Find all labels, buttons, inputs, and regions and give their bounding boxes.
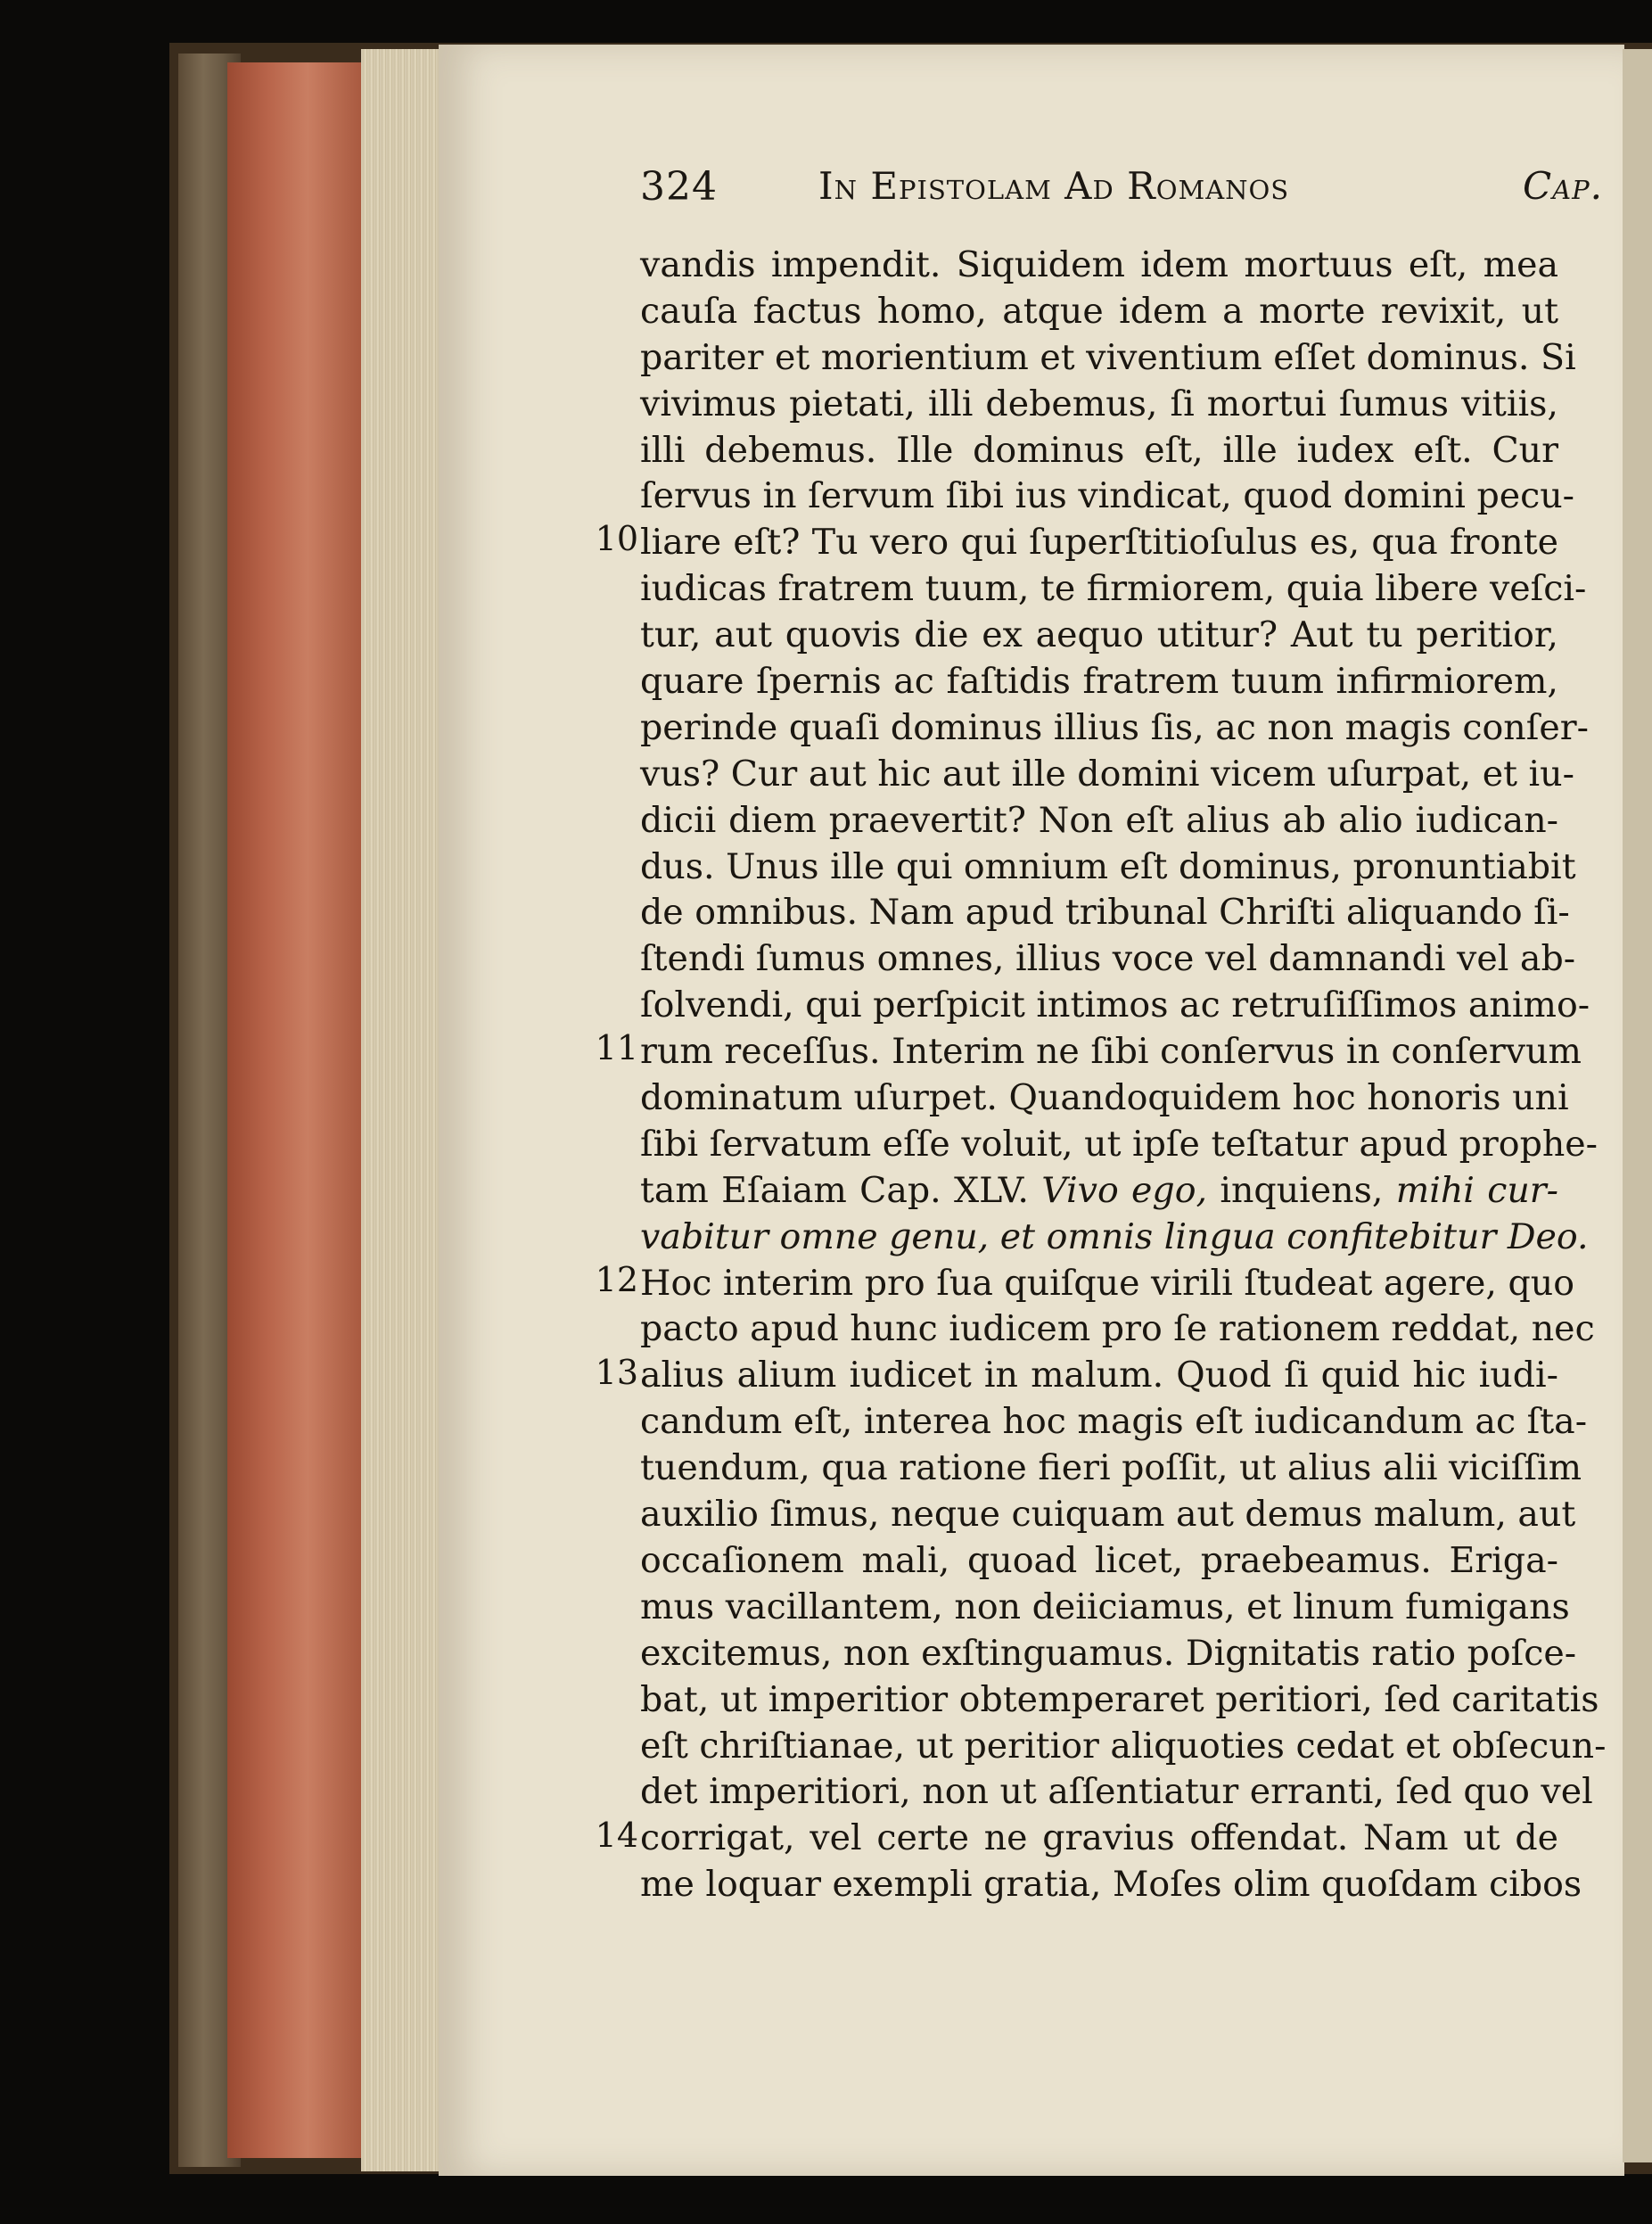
text-line: auxilio ſimus, neque cuiquam aut demus malum, aut <box>640 1494 1576 1536</box>
text-line: excitemus, non exſtinguamus. Dignitatis ratio poſce- <box>640 1632 1577 1674</box>
text-line: perinde quaſi dominus illius ſis, ac non magis conſer- <box>640 706 1589 748</box>
running-title: In Epistolam Ad Romanos <box>818 164 1290 208</box>
page-stack <box>361 49 441 2171</box>
italic-quote: Vivo ego, <box>1041 1169 1208 1211</box>
verse-number: 14 <box>595 1816 638 1855</box>
text-line: det imperitiori, non ut aſſentiatur erranti, ſed quo vel <box>640 1771 1593 1813</box>
text-line: pacto apud hunc iudicem pro ſe rationem reddat, nec <box>640 1308 1595 1350</box>
text-line: quare ſpernis ac faſtidis fratrem tuum infirmiorem, <box>640 661 1558 703</box>
text-line-mixed <box>640 1168 1558 1215</box>
text-line: ſervus in ſervum ſibi ius vindicat, quod domini pecu- <box>640 475 1575 517</box>
page-number: 324 <box>640 164 718 210</box>
page-edge-red <box>227 62 361 2158</box>
text-line: iudicas fratrem tuum, te firmiorem, quia libere veſci- <box>640 568 1587 610</box>
text-line: cauſa factus homo, atque idem a morte revixit, ut <box>640 290 1558 332</box>
text-segment: tam Eſaiam Cap. XLV. <box>640 1169 1029 1211</box>
text-line: rum receſſus. Interim ne ſibi conſervus in conſervum <box>640 1031 1582 1073</box>
verse-number: 11 <box>595 1028 638 1067</box>
verse-number: 12 <box>595 1260 638 1299</box>
text-segment: inquiens, <box>1220 1169 1396 1211</box>
text-line: tur, aut quovis die ex aequo utitur? Aut tu peritior, <box>640 614 1558 656</box>
text-line: dus. Unus ille qui omnium eſt dominus, pronuntiabit <box>640 845 1576 887</box>
verse-number: 10 <box>595 519 638 558</box>
page-right-edge <box>1623 49 1652 2162</box>
italic-quote: mihi cur- <box>1395 1169 1558 1211</box>
text-line: ſibi ſervatum eſſe voluit, ut ipſe teſtatur apud prophe- <box>640 1123 1599 1165</box>
text-line: bat, ut imperitior obtemperaret peritiori, ſed caritatis <box>640 1678 1599 1720</box>
text-line: illi debemus. Ille dominus eſt, ille iudex eſt. Cur <box>640 429 1558 471</box>
text-line: alius alium iudicet in malum. Quod ſi quid hic iudi- <box>640 1355 1558 1396</box>
text-line: pariter et morientium et viventium eſſet dominus. Si <box>640 336 1576 378</box>
text-line: occaſionem mali, quoad licet, praebeamus. Eriga- <box>640 1539 1558 1581</box>
text-line: Hoc interim pro ſua quiſque virili ſtudeat agere, quo <box>640 1262 1575 1304</box>
text-line: mus vacillantem, non deiiciamus, et linum fumigans <box>640 1586 1570 1627</box>
text-line: candum eſt, interea hoc magis eſt iudicandum ac ſta- <box>640 1401 1588 1443</box>
text-line: dominatum uſurpet. Quandoquidem hoc honoris uni <box>640 1077 1569 1119</box>
text-line: me loquar exempli gratia, Moſes olim quoſdam cibos <box>640 1864 1582 1906</box>
text-line: dicii diem praevertit? Non eſt alius ab alio iudican- <box>640 799 1558 841</box>
text-line: tuendum, qua ratione fieri poſſit, ut alius alii viciſſim <box>640 1447 1582 1489</box>
text-line: vus? Cur aut hic aut ille domini vicem uſurpat, et iu- <box>640 753 1574 795</box>
text-line: ſolvendi, qui perſpicit intimos ac retruſiſſimos animo- <box>640 984 1590 1026</box>
text-line: eſt chriſtianae, ut peritior aliquoties cedat et obſecun- <box>640 1725 1607 1767</box>
text-line: vandis impendit. Siquidem idem mortuus eſt, mea <box>640 244 1558 285</box>
text-line: ſtendi ſumus omnes, illius voce vel damnandi vel ab- <box>640 938 1576 980</box>
text-line: liare eſt? Tu vero qui ſuperſtitioſulus es, qua fronte <box>640 522 1558 564</box>
text-line-italic: vabitur omne genu, et omnis lingua confitebitur Deo. <box>640 1215 1589 1257</box>
running-head <box>640 164 1612 218</box>
text-line: de omnibus. Nam apud tribunal Chriſti aliquando ſi- <box>640 892 1570 934</box>
chapter-label: Cap. <box>1523 164 1603 208</box>
text-line: vivimus pietati, illi debemus, ſi mortui ſumus vitiis, <box>640 383 1558 424</box>
text-line: corrigat, vel certe ne gravius offendat. Nam ut de <box>640 1817 1558 1859</box>
body-text <box>640 243 1607 1908</box>
verse-number: 13 <box>595 1353 638 1392</box>
